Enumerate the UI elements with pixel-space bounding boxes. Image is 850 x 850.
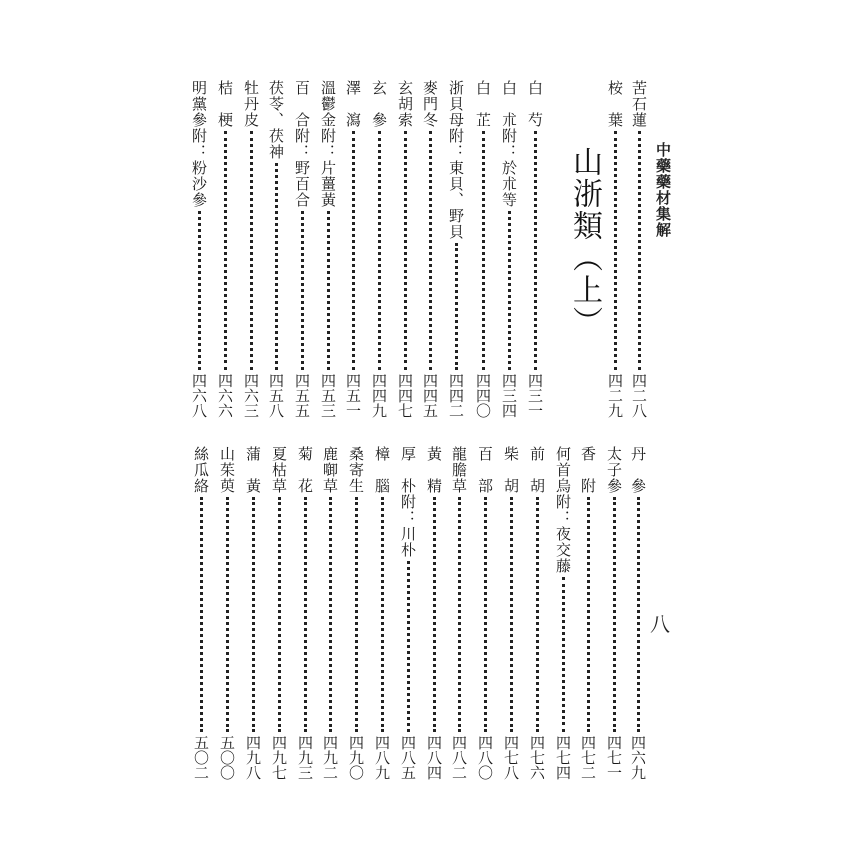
dot-leader [613,497,616,732]
dot-leader [536,497,539,732]
toc-entry[interactable] [189,80,209,418]
toc-entry[interactable] [266,80,286,418]
toc-entry[interactable] [449,446,469,780]
entry-page: 四六九 [629,735,647,780]
toc-entry[interactable] [217,446,237,780]
entry-name: 太子參 [605,446,623,494]
entry-name: 龍膽草 [450,446,468,494]
dot-leader [484,497,487,732]
entry-name: 玄胡索 [396,80,414,128]
dot-leader [327,211,330,370]
toc-entry[interactable] [578,446,598,780]
entry-page: 四六八 [190,373,208,418]
entry-page: 五〇〇 [218,735,236,780]
dot-leader [252,497,255,732]
entry-name: 桑寄生 [347,446,365,494]
entry-page: 四二八 [630,373,648,418]
toc-entry[interactable] [553,446,573,780]
toc-entry[interactable] [395,80,415,418]
entry-name: 柴 胡 [502,446,520,494]
entry-name: 牡丹皮 [242,80,260,128]
entry-page: 四九八 [244,735,262,780]
toc-entry[interactable] [215,80,235,418]
entry-name: 蒲 黃 [244,446,262,494]
dot-leader [329,497,332,732]
page-number: 八 [650,612,670,636]
entry-page: 四六三 [242,373,260,418]
toc-entry[interactable] [292,80,312,418]
dot-leader [275,163,278,370]
entry-page: 四九〇 [347,735,365,780]
entry-page: 四七八 [502,735,520,780]
entry-page: 四七四 [554,735,572,780]
toc-entry[interactable] [525,80,545,418]
dot-leader [404,131,407,370]
entry-name: 丹 參 [629,446,647,494]
section-title: 山浙類（上） [567,146,602,338]
entry-page: 四二九 [606,373,624,418]
entry-name: 樟 腦 [373,446,391,494]
toc-entry[interactable] [369,80,389,418]
entry-name: 桉 葉 [606,80,624,128]
entry-page: 四三四 [500,373,518,418]
entry-page: 四四九 [370,373,388,418]
dot-leader [429,131,432,370]
entry-name: 何首烏附：夜交藤 [554,446,572,574]
toc-entry[interactable] [269,446,289,780]
entry-page: 四九三 [296,735,314,780]
entry-name: 百 合附：野百合 [293,80,311,208]
toc-entry[interactable] [473,80,493,418]
dot-leader [200,497,203,732]
entry-page: 四四二 [447,373,465,418]
toc-entry[interactable] [320,446,340,780]
entry-page: 四八九 [373,735,391,780]
dot-leader [614,131,617,370]
dot-leader [352,131,355,370]
entry-name: 苦石蓮 [630,80,648,128]
dot-leader [407,561,410,732]
dot-leader [534,131,537,370]
dot-leader [638,131,641,370]
entry-name: 浙貝母附：東貝、野貝 [447,80,465,240]
entry-name: 厚 朴附：川朴 [399,446,417,558]
entry-name: 夏枯草 [270,446,288,494]
dot-leader [278,497,281,732]
entry-page: 四九七 [270,735,288,780]
toc-entry[interactable] [191,446,211,780]
toc-entry[interactable] [420,80,440,418]
entry-name: 玄 參 [370,80,388,128]
dot-leader [637,497,640,732]
dot-leader [226,497,229,732]
dot-leader [508,211,511,370]
entry-page: 四五五 [293,373,311,418]
entry-name: 黃 精 [425,446,443,494]
dot-leader [304,497,307,732]
dot-leader [301,211,304,370]
dot-leader [587,497,590,732]
toc-entry[interactable] [446,80,466,418]
entry-page: 五〇二 [192,735,210,780]
entry-page: 四四五 [421,373,439,418]
entry-name: 白 朮附：於朮等 [500,80,518,208]
toc-entry[interactable] [527,446,547,780]
entry-page: 四七二 [579,735,597,780]
entry-name: 桔 梗 [216,80,234,128]
toc-entry[interactable] [346,446,366,780]
dot-leader [562,577,565,732]
entry-page: 四五三 [319,373,337,418]
entry-page: 四五一 [344,373,362,418]
entry-page: 四九二 [321,735,339,780]
entry-page: 四三一 [526,373,544,418]
toc-entry[interactable] [475,446,495,780]
dot-leader [455,243,458,370]
entry-name: 澤 瀉 [344,80,362,128]
running-head: 中藥藥材集解 [654,142,672,238]
dot-leader [482,131,485,370]
toc-entry[interactable] [343,80,363,418]
entry-name: 茯苓、茯神 [267,80,285,160]
dot-leader [224,131,227,370]
toc-entry[interactable] [628,446,648,780]
dot-leader [378,131,381,370]
dot-leader [510,497,513,732]
toc-entry[interactable] [629,80,649,418]
dot-leader [250,131,253,370]
toc-entry[interactable] [372,446,392,780]
entry-page: 四八四 [425,735,443,780]
toc-entry[interactable] [295,446,315,780]
entry-page: 四六六 [216,373,234,418]
toc-entry[interactable] [318,80,338,418]
toc-entry[interactable] [241,80,261,418]
toc-entry[interactable] [398,446,418,780]
entry-page: 四八二 [450,735,468,780]
toc-entry[interactable] [243,446,263,780]
toc-entry[interactable] [604,446,624,780]
entry-name: 溫鬱金附：片薑黃 [319,80,337,208]
entry-page: 四八五 [399,735,417,780]
dot-leader [458,497,461,732]
toc-entry[interactable] [499,80,519,418]
entry-page: 四四七 [396,373,414,418]
entry-name: 明黨參附：粉沙參 [190,80,208,208]
entry-name: 絲瓜絡 [192,446,210,494]
entry-name: 白 芷 [474,80,492,128]
dot-leader [355,497,358,732]
entry-page: 四五八 [267,373,285,418]
entry-name: 前 胡 [528,446,546,494]
entry-name: 菊 花 [296,446,314,494]
entry-name: 百 部 [476,446,494,494]
dot-leader [381,497,384,732]
entry-page: 四七六 [528,735,546,780]
toc-entry[interactable] [424,446,444,780]
entry-name: 香 附 [579,446,597,494]
toc-entry[interactable] [501,446,521,780]
dot-leader [433,497,436,732]
toc-entry[interactable] [605,80,625,418]
entry-page: 四八〇 [476,735,494,780]
entry-name: 麥門冬 [421,80,439,128]
entry-name: 山茱萸 [218,446,236,494]
entry-page: 四四〇 [474,373,492,418]
entry-name: 白 芍 [526,80,544,128]
entry-page: 四七一 [605,735,623,780]
dot-leader [198,211,201,370]
entry-name: 鹿啣草 [321,446,339,494]
